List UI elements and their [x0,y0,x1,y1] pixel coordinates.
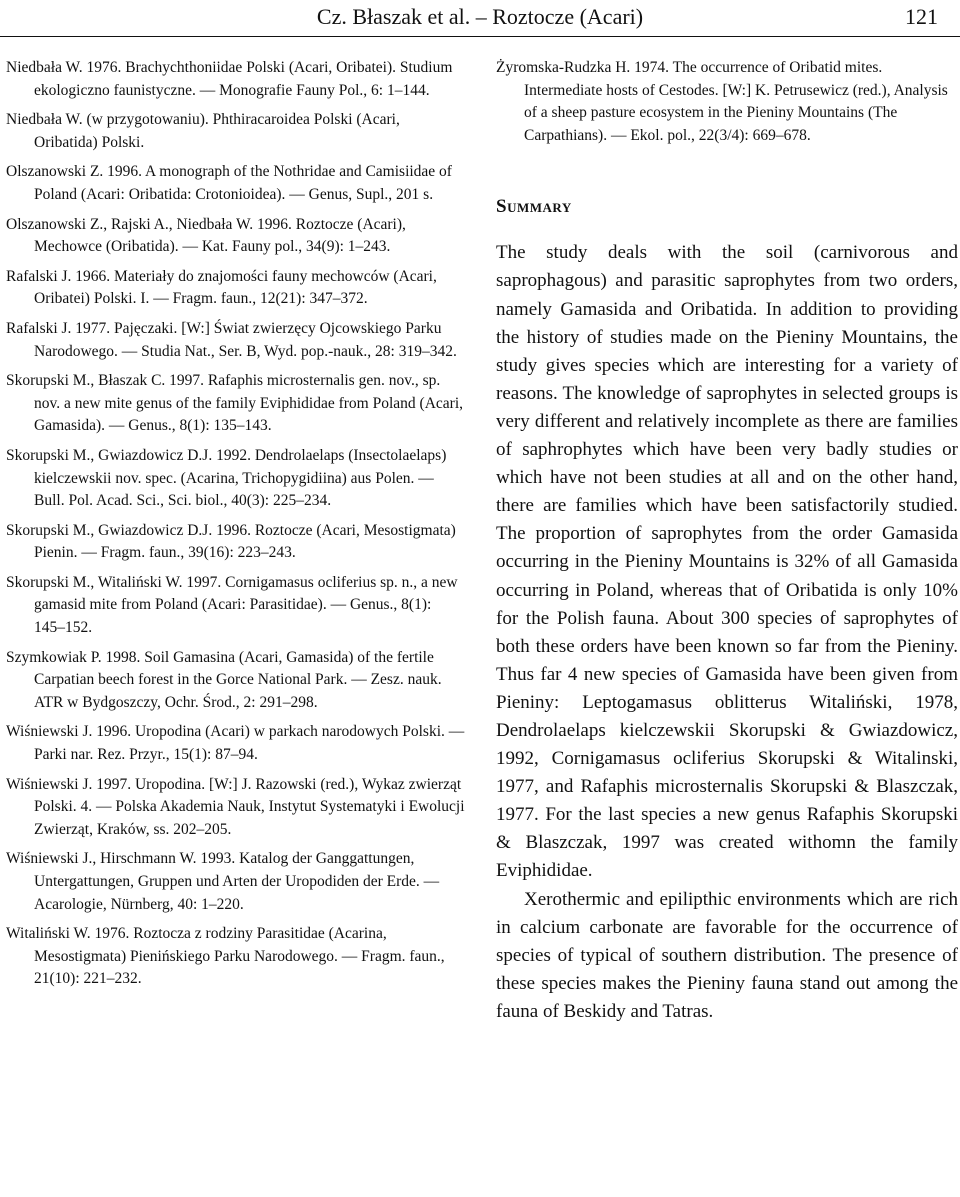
reference-item: Żyromska-Rudzka H. 1974. The occurrence of Oribatid mites. Intermediate hosts of Cestodes. [W:] K. Petrusewicz (red.), Analysis of a sheep pasture ecosystem in the Pieniny Mountains (The Carpathians). — Ekol. pol., 22(3/4): 669–678. [496,59,948,144]
reference-item: Wiśniewski J. 1996. Uropodina (Acari) w parkach narodowych Polski. — Parki nar. Rez. Przyr., 15(1): 87–94. [6,723,465,764]
summary-body [496,239,958,1026]
reference-item: Niedbała W. (w przygotowaniu). Phthiracaroidea Polski (Acari, Oribatida) Polski. [6,111,400,151]
reference-item: Skorupski M., Gwiazdowicz D.J. 1992. Dendrolaelaps (Insectolaelaps) kielczewskii nov. spec. (Acarina, Trichopygidiina) aus Polen. — Bull. Pol. Acad. Sci., Sci. biol., 40(3): 225–234. [6,446,447,510]
reference-item: Rafalski J. 1966. Materiały do znajomości fauny mechowców (Acari, Oribatei) Polski. I. — Fragm. faun., 12(21): 347–372. [6,267,437,308]
reference-item: Niedbała W. 1976. Brachychthoniidae Polski (Acari, Oribatei). Studium ekologiczno faunistyczne. — Monografie Fauny Pol., 6: 1–144. [6,59,453,99]
page-number: 121 [905,4,938,29]
summary-heading: Summary [496,196,572,218]
summary-paragraph: Xerothermic and epilipthic environments which are rich in calcium carbonate are favorable for the occurrence of species of typical of southern distribution. The presence of these species makes the Pieniny fauna stand out among the fauna of Beskidy and Tatras. [496,888,958,1022]
reference-item: Wiśniewski J., Hirschmann W. 1993. Katalog der Ganggattungen, Untergattungen, Gruppen und Arten der Uropodiden der Erde. — Acarologie, Nürnberg, 40: 1–220. [6,850,440,913]
reference-item: Witaliński W. 1976. Roztocza z rodziny Parasitidae (Acarina, Mesostigmata) Pienińskiego Parku Narodowego. — Fragm. faun., 21(10): 221–232. [6,925,445,988]
reference-item: Olszanowski Z. 1996. A monograph of the Nothridae and Camisiidae of Poland (Acari: Oribatida: Crotonioidea). — Genus, Supl., 201 s. [6,163,452,203]
reference-item: Szymkowiak P. 1998. Soil Gamasina (Acari, Gamasida) of the fertile Carpatian beech forest in the Gorce National Park. — Zesz. nauk. ATR w Bydgoszczy, Ochr. Środ., 2: 291–298. [6,648,442,711]
reference-item: Olszanowski Z., Rajski A., Niedbała W. 1996. Roztocze (Acari), Mechowce (Oribatida). — Kat. Fauny pol., 34(9): 1–243. [6,215,406,256]
reference-item: Rafalski J. 1977. Pajęczaki. [W:] Świat zwierzęcy Ojcowskiego Parku Narodowego. — Studia Nat., Ser. B, Wyd. pop.-nauk., 28: 319–342. [6,319,457,360]
reference-item: Skorupski M., Gwiazdowicz D.J. 1996. Roztocze (Acari, Mesostigmata) Pienin. — Fragm. faun., 39(16): 223–243. [6,521,456,562]
header-rule [0,36,960,37]
references-column-left [6,57,466,998]
reference-item: Skorupski M., Błaszak C. 1997. Rafaphis microsternalis gen. nov., sp. nov. a new mite genus of the family Eviphididae from Poland (Acari, Gamasida). — Genus., 8(1): 135–143. [6,372,464,435]
running-header [0,0,960,44]
right-column [496,57,958,1026]
reference-item: Wiśniewski J. 1997. Uropodina. [W:] J. Razowski (red.), Wykaz zwierząt Polski. 4. — Polska Akademia Nauk, Instytut Systematyki i Ewolucji Zwierząt, Kraków, ss. 202–205. [6,775,465,838]
running-title: Cz. Błaszak et al. – Roztocze (Acari) [316,4,644,29]
summary-paragraph: The study deals with the soil (carnivorous and saprophagous) and parasitic saprophytes from two orders, namely Gamasida and Oribatida. In addition to providing the history of studies made on the Pieniny Mountains, the study gives species which are interesting for a variety of reasons. The knowledge of saprophytes in selected groups is very different and relatively incomplete as there are families of saphrophytes which have been very badly studies or which have not been studies at all and on the other hand, there are families which have been satisfactorily studied. The proportion of saprophytes from the order Gamasida occurring in the Pieniny Mountains is 32% of all Gamasida occurring in Poland, whereas that of Oribatida is only 10% for the Polish fauna. About 300 species of saprophytes of both these orders have been known so far from the Pieniny. Thus far 4 new species of Gamasida have been given from Pieniny: Leptogamasus oblitterus Witaliński, 1978, Dendrolaelaps kielczewskii Skorupski & Gwiazdowicz, 1992, Cornigamasus ocliferius Skorupski & Witalinski, 1977, and Rafaphis microsternalis Skorupski & Blaszczak, 1977. For the last species a new genus Rafaphis Skorupski & Blaszczak, 1997 was created withomn the family Eviphididae. [496,242,958,882]
reference-item: Skorupski M., Witaliński W. 1997. Cornigamasus ocliferius sp. n., a new gamasid mite from Poland (Acari: Parasitidae). — Genus., 8(1): 145–152. [6,573,458,637]
